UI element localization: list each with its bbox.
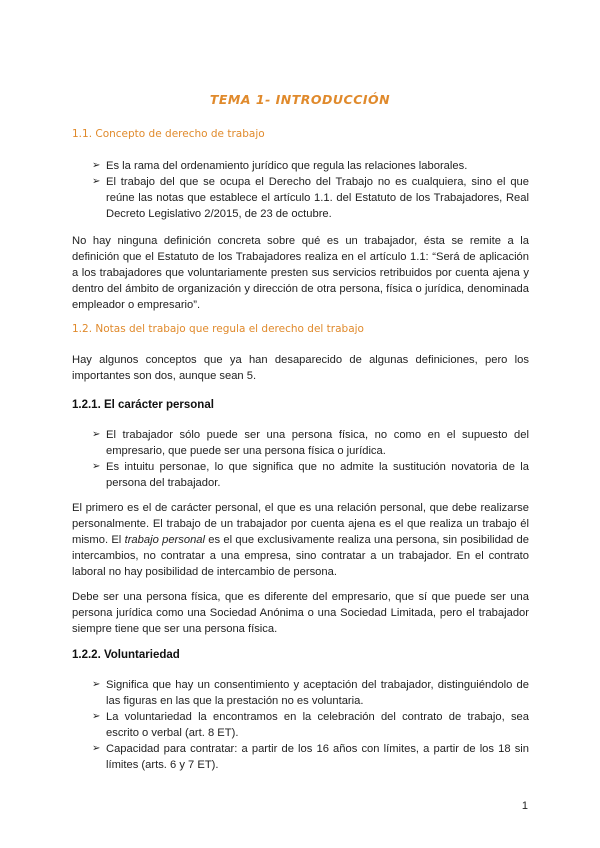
paragraph-personal-character: El primero es el de carácter personal, el que es una relación personal, que debe realizarse personalmente. El trabajo de un trabajador por cuenta ajena es el que realiza un trabajo él mismo. El trabajo personal es el que exclusivamente realiza una persona, sin posibilidad de intercambios, no contratar a una empresa, sino contratar a un trabajador. En el contrato laboral no hay posibilidad de intercambio de persona. xyxy=(72,502,530,578)
list-item: ➢ Es la rama del ordenamiento jurídico que regula las relaciones laborales. xyxy=(92,160,468,172)
document-title: TEMA 1- INTRODUCCIÓN xyxy=(209,92,391,107)
bullet-list-1-2-2 xyxy=(92,677,529,773)
arrow-bullet-icon: ➢ xyxy=(92,743,101,754)
section-heading-1-1: 1.1. Concepto de derecho de trabajo xyxy=(72,128,265,140)
paragraph-physical-person: Debe ser una persona física, que es diferente del empresario, que sí que puede ser una persona jurídica como una Sociedad Anónima o una Sociedad Limitada, pero el trabajador siempre tiene que ser una persona física. xyxy=(72,591,529,635)
arrow-bullet-icon: ➢ xyxy=(92,160,101,171)
subheading-1-2-2: 1.2.2. Voluntariedad xyxy=(72,649,180,661)
list-item: ➢ Es intuitu personae, lo que significa que no admite la sustitución novatoria de la persona del trabajador. xyxy=(92,461,529,489)
subheading-1-2-1: 1.2.1. El carácter personal xyxy=(72,399,214,411)
paragraph-worker-definition: No hay ninguna definición concreta sobre qué es un trabajador, ésta se remite a la definición que el Estatuto de los Trabajadores realiza en el artículo 1.1: “Será de aplicación a los trabajadores que voluntariamente presten sus servicios retribuidos por cuenta ajena y dentro del ámbito de organización y dirección de otra persona, física o jurídica, denominada empleador o empresario”. xyxy=(72,235,529,311)
page-number: 1 xyxy=(521,800,528,812)
arrow-bullet-icon: ➢ xyxy=(92,176,101,187)
list-item: ➢ La voluntariedad la encontramos en la celebración del contrato de trabajo, sea escrito o verbal (art. 8 ET). xyxy=(92,711,529,739)
list-item: ➢ El trabajador sólo puede ser una persona física, no como en el supuesto del empresario, que puede ser una persona física o jurídica. xyxy=(92,429,529,457)
arrow-bullet-icon: ➢ xyxy=(92,711,101,722)
list-item: ➢ El trabajo del que se ocupa el Derecho del Trabajo no es cualquiera, sino el que reúne las notas que establece el artículo 1.1. del Estatuto de los Trabajadores, Real Decreto Legislativo 2/2015, de 23 de octubre. xyxy=(92,176,529,220)
list-item: ➢ Significa que hay un consentimiento y aceptación del trabajador, distinguiéndolo de las figuras en las que la prestación no es voluntaria. xyxy=(92,679,529,707)
paragraph-notes-intro: Hay algunos conceptos que ya han desaparecido de algunas definiciones, pero los importantes son dos, aunque sean 5. xyxy=(72,354,529,382)
arrow-bullet-icon: ➢ xyxy=(92,429,101,440)
list-item: ➢ Capacidad para contratar: a partir de los 16 años con límites, a partir de los 18 sin límites (arts. 6 y 7 ET). xyxy=(92,743,529,771)
bullet-list-1-2-1 xyxy=(92,427,529,491)
bullet-list-1-1 xyxy=(92,158,529,222)
arrow-bullet-icon: ➢ xyxy=(92,461,101,472)
arrow-bullet-icon: ➢ xyxy=(92,679,101,690)
section-heading-1-2: 1.2. Notas del trabajo que regula el derecho del trabajo xyxy=(72,323,364,335)
